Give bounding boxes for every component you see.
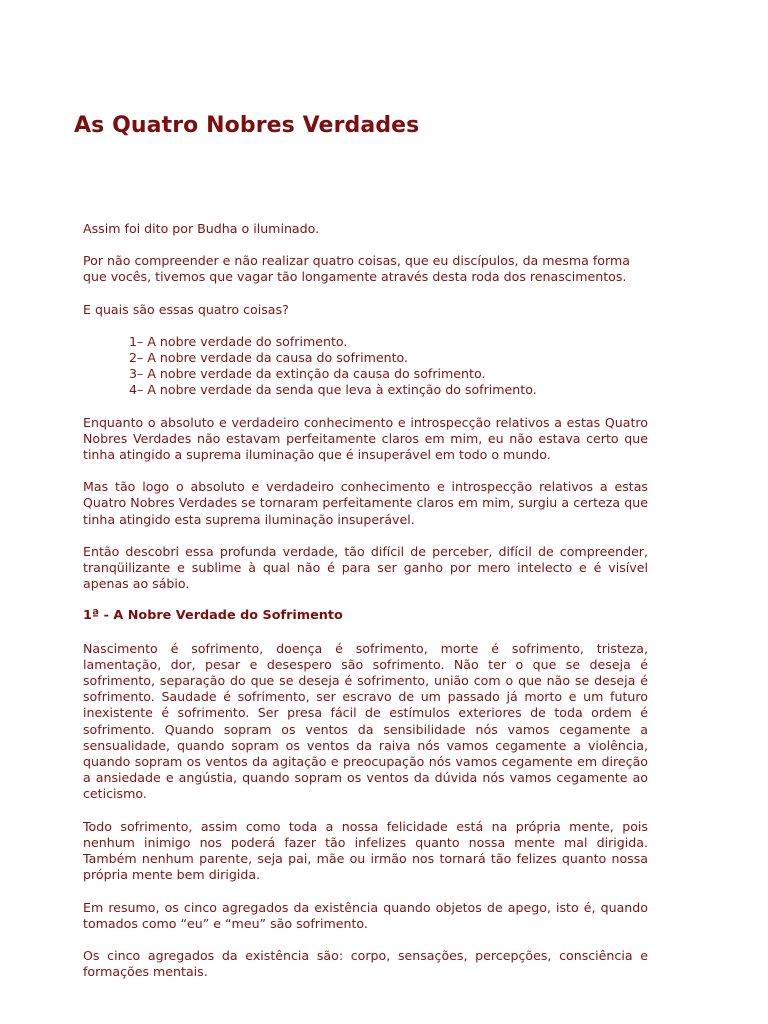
intro-paragraph: Assim foi dito por Budha o iluminado. (83, 221, 320, 236)
section-1-paragraph-2: Todo sofrimento, assim como toda a nossa felicidade está na própria mente, pois nenhum inimigo nos poderá fazer tão infelizes quanto nossa mente mal dirigida. Também nenhum parente, seja pai, mãe ou irmão nos tornará tão felizes quanto nossa própria mente bem dirigida. (83, 818, 648, 883)
section-1-paragraph-1: Nascimento é sofrimento, doença é sofrimento, morte é sofrimento, tristeza, lamentação, dor, pesar e desespero são sofrimento. Não ter o que se deseja é sofrimento, separação do que se deseja é sofrimento, união com o que não se deseja é sofrimento. Saudade é sofrimento, ser escravo de um passado já morto e um futuro inexistente é sofrimento. Ser presa fácil de estímulos exteriores de toda ordem é sofrimento. Quando sopram os ventos da sensibilidade nós vamos cegamente a sensualidade, quando sopram os ventos da raiva nós vamos cegamente a violência, quando sopram os ventos da agitação e preocupação nós vamos cegamente em direção a ansiedade e angústia, quando sopram os ventos da dúvida nós vamos cegamente ao ceticismo. (83, 640, 648, 802)
truth-item-3: 3– A nobre verdade da extinção da causa do sofrimento. (129, 366, 486, 382)
page-title: As Quatro Nobres Verdades (74, 113, 420, 138)
section-1-paragraph-3: Em resumo, os cinco agregados da existência quando objetos de apego, isto é, quando tomados como “eu” e “meu” são sofrimento. (83, 899, 648, 931)
section-1-paragraph-4: Os cinco agregados da existência são: corpo, sensações, percepções, consciência e formações mentais. (83, 947, 648, 980)
paragraph-2: Enquanto o absoluto e verdadeiro conhecimento e introspecção relativos a estas Quatro Nobres Verdades não estavam perfeitamente claros em mim, eu não estava certo que tinha atingido a suprema iluminação que é insuperável em todo o mundo. (83, 414, 648, 463)
paragraph-4: Então descobri essa profunda verdade, tão difícil de perceber, difícil de compreender, tranqüilizante e sublime à qual não é para ser ganho por mero intelecto e é visível apenas ao sábio. (83, 543, 648, 592)
section-heading-1: 1ª - A Nobre Verdade do Sofrimento (83, 608, 343, 624)
document-body (83, 221, 648, 996)
paragraph-1: Por não compreender e não realizar quatro coisas, que eu discípulos, da mesma forma que vocês, tivemos que vagar tão longamente através desta roda dos renascimentos. (83, 253, 630, 285)
truth-item-4: 4– A nobre verdade da senda que leva à extinção do sofrimento. (129, 382, 537, 398)
paragraph-3: Mas tão logo o absoluto e verdadeiro conhecimento e introspecção relativos a estas Quatro Nobres Verdades se tornaram perfeitamente claros em mim, surgiu a certeza que tinha atingido esta suprema iluminação insuperável. (83, 479, 648, 527)
truth-item-2: 2– A nobre verdade da causa do sofrimento. (129, 350, 408, 366)
question-paragraph: E quais são essas quatro coisas? (83, 301, 289, 317)
truth-item-1: 1– A nobre verdade do sofrimento. (129, 333, 348, 349)
four-truths-list (83, 334, 648, 399)
